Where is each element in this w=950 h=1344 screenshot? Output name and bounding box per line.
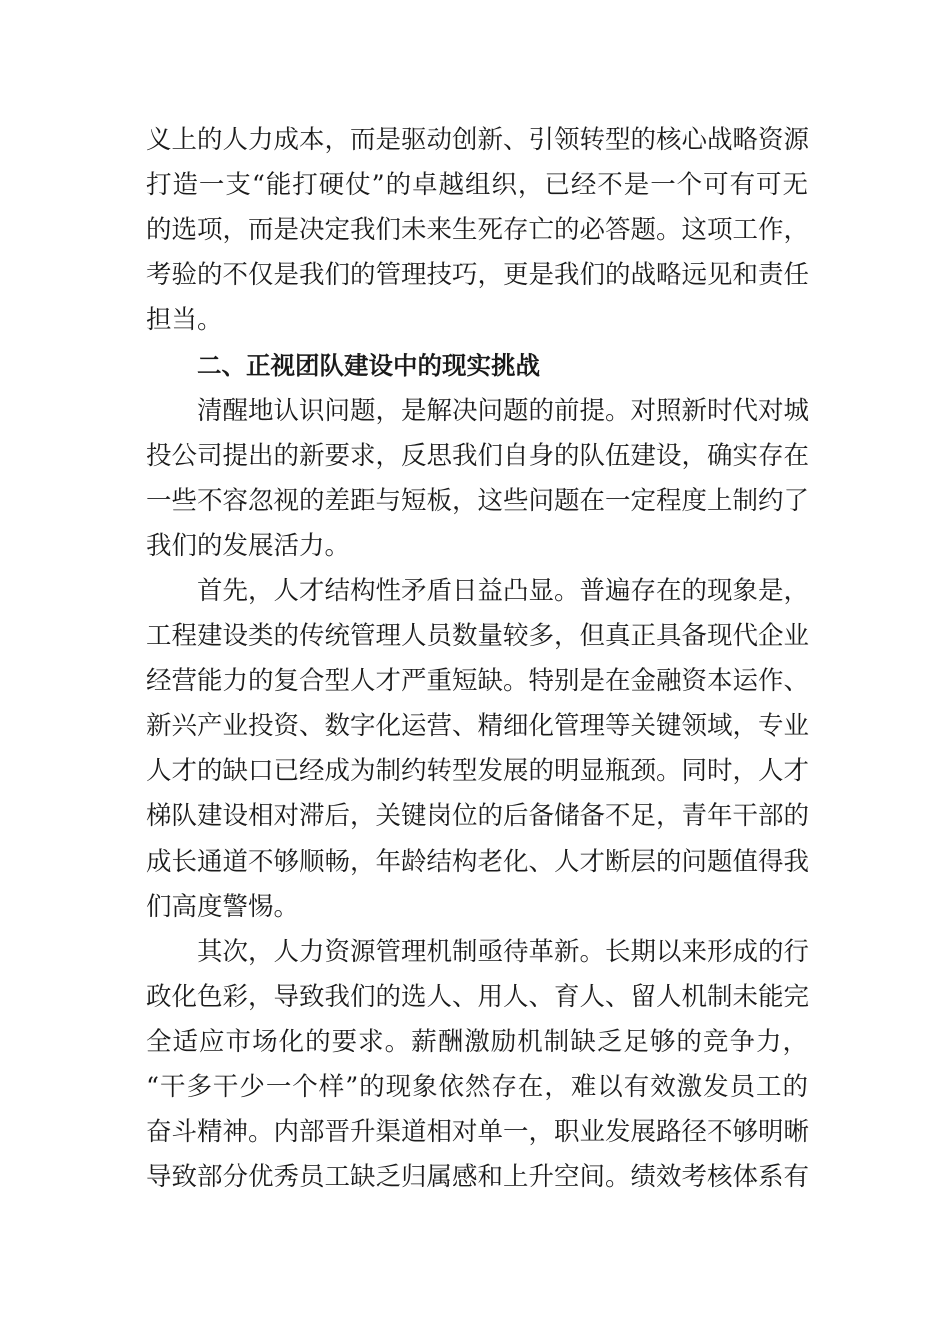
text-line: 的选项，而是决定我们未来生死存亡的必答题。这项工作， <box>146 215 810 246</box>
text-line: 梯队建设相对滞后，关键岗位的后备储备不足，青年干部的 <box>146 801 810 832</box>
text-line: 首先，人才结构性矛盾日益凸显。普遍存在的现象是， <box>197 575 810 606</box>
section-heading: 二、正视团队建设中的现实挑战 <box>197 351 540 381</box>
text-line: 我们的发展活力。 <box>146 530 351 561</box>
text-line: “干多干少一个样”的现象依然存在，难以有效激发员工的 <box>146 1071 808 1102</box>
text-line: 义上的人力成本，而是驱动创新、引领转型的核心战略资源 <box>146 125 810 155</box>
text-line: 成长通道不够顺畅，年龄结构老化、人才断层的问题值得我 <box>146 846 810 877</box>
text-line: 奋斗精神。内部晋升渠道相对单一，职业发展路径不够明晰 <box>146 1117 810 1148</box>
text-line: 新兴产业投资、数字化运营、精细化管理等关键领域，专业 <box>146 711 810 742</box>
text-line: 经营能力的复合型人才严重短缺。特别是在金融资本运作、 <box>146 666 810 697</box>
text-line: 导致部分优秀员工缺乏归属感和上升空间。绩效考核体系有 <box>146 1162 810 1193</box>
text-line: 考验的不仅是我们的管理技巧，更是我们的战略远见和责任 <box>146 260 810 291</box>
paragraph-talent-structure <box>146 569 808 930</box>
text-line: 工程建设类的传统管理人员数量较多，但真正具备现代企业 <box>146 621 810 652</box>
paragraph-problem-recognition <box>146 389 808 569</box>
text-line: 们高度警惕。 <box>146 891 300 922</box>
paragraph-hr-mechanism <box>146 930 808 1201</box>
text-line: 其次，人力资源管理机制亟待革新。长期以来形成的行 <box>197 936 810 967</box>
text-line: 一些不容忽视的差距与短板，这些问题在一定程度上制约了 <box>146 485 810 516</box>
text-line: 打造一支“能打硬仗”的卓越组织，已经不是一个可有可无 <box>146 170 808 201</box>
text-line: 人才的缺口已经成为制约转型发展的明显瓶颈。同时，人才 <box>146 756 810 787</box>
text-line: 全适应市场化的要求。薪酬激励机制缺乏足够的竞争力， <box>146 1026 808 1057</box>
text-line: 政化色彩，导致我们的选人、用人、育人、留人机制未能完 <box>146 981 810 1012</box>
document-body <box>146 118 808 1200</box>
text-line: 投公司提出的新要求，反思我们自身的队伍建设，确实存在 <box>146 440 810 471</box>
paragraph-strategic-resource <box>146 118 808 343</box>
text-line: 清醒地认识问题，是解决问题的前提。对照新时代对城 <box>197 395 810 426</box>
text-line: 担当。 <box>146 305 223 336</box>
